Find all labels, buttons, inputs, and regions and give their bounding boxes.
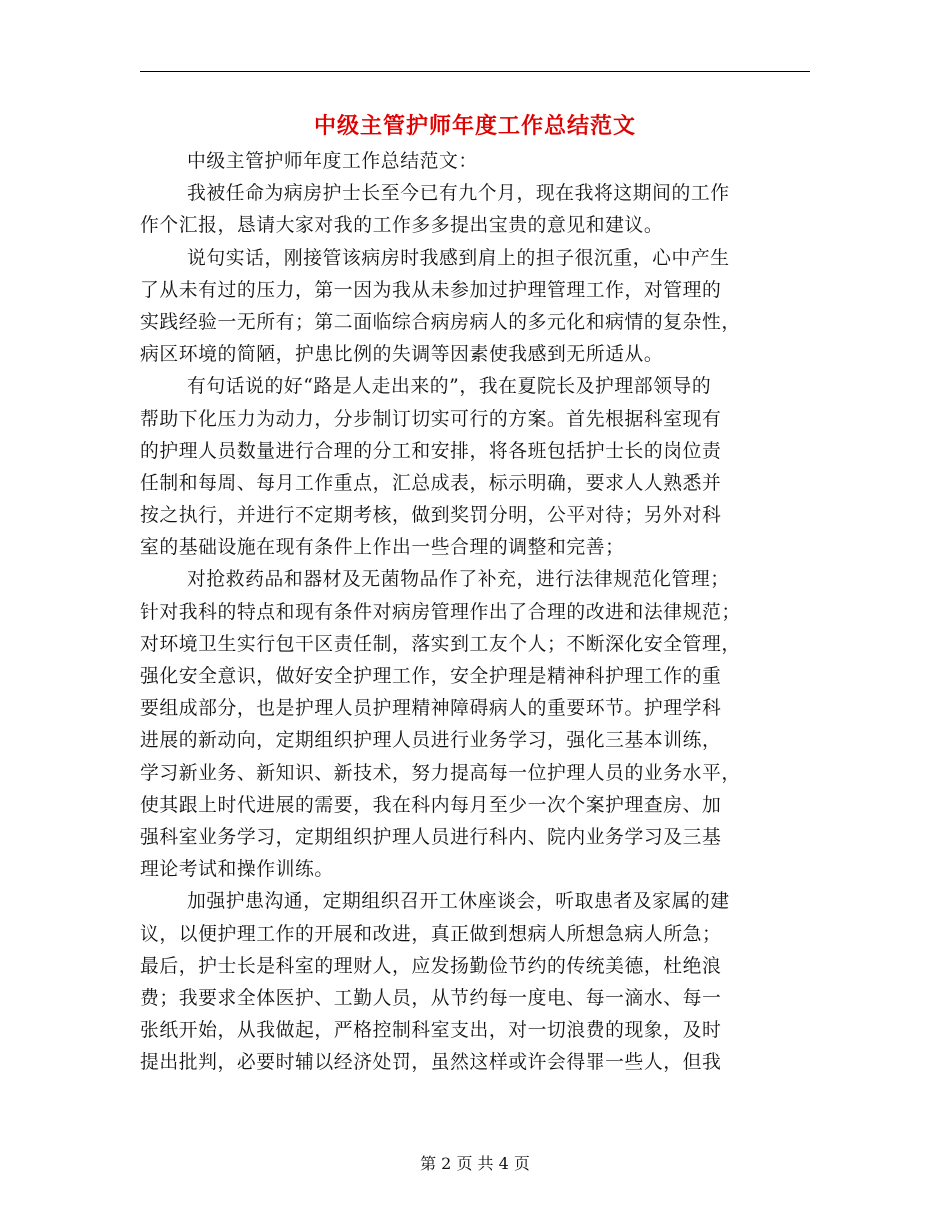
document-title: 中级主管护师年度工作总结范文: [313, 113, 636, 139]
body-line: 中级主管护师年度工作总结范文：: [187, 151, 478, 172]
body-line: 我被任命为病房护士长至今已有九个月，现在我将这期间的工作: [187, 183, 730, 205]
body-line: 加强护患沟通，定期组织召开工休座谈会，听取患者及家属的建: [187, 891, 730, 913]
body-line: 最后，护士长是科室的理财人，应发扬勤俭节约的传统美德，杜绝浪: [140, 955, 722, 977]
body-line: 学习新业务、新知识、新技术，努力提高每一位护理人员的业务水平，: [140, 762, 741, 784]
body-line: 理论考试和操作训练。: [140, 859, 334, 881]
page-number: 第 2 页 共 4 页: [420, 1154, 530, 1173]
body-line: 按之执行，并进行不定期考核，做到奖罚分明，公平对待；另外对科: [140, 505, 722, 527]
body-line: 任制和每周、每月工作重点，汇总成表，标示明确，要求人人熟悉并: [140, 472, 722, 494]
body-line: 作个汇报，恳请大家对我的工作多多提出宝贵的意见和建议。: [140, 215, 664, 237]
document-body: [140, 146, 810, 1079]
body-line: 要组成部分，也是护理人员护理精神障碍病人的重要环节。护理学科: [140, 698, 722, 720]
body-line: 病区环境的简陋，护患比例的失调等因素使我感到无所适从。: [140, 344, 664, 366]
body-line: 议，以便护理工作的开展和改进，真正做到想病人所想急病人所急；: [140, 923, 722, 945]
body-line: 强科室业务学习，定期组织护理人员进行科内、院内业务学习及三基: [140, 826, 722, 848]
body-line: 费；我要求全体医护、工勤人员，从节约每一度电、每一滴水、每一: [140, 987, 722, 1009]
body-line: 说句实话，刚接管该病房时我感到肩上的担子很沉重，心中产生: [187, 247, 730, 269]
body-line: 对环境卫生实行包干区责任制，落实到工友个人；不断深化安全管理，: [140, 633, 741, 655]
body-line: 提出批判，必要时辅以经济处罚，虽然这样或许会得罪一些人，但我: [140, 1052, 722, 1074]
body-line: 实践经验一无所有；第二面临综合病房病人的多元化和病情的复杂性，: [140, 311, 741, 333]
body-line: 室的基础设施在现有条件上作出一些合理的调整和完善；: [140, 537, 625, 559]
body-line: 的护理人员数量进行合理的分工和安排，将各班包括护士长的岗位责: [140, 440, 722, 462]
body-line: 帮助下化压力为动力，分步制订切实可行的方案。首先根据科室现有: [140, 408, 722, 430]
body-line: 有句话说的好“路是人走出来的”，我在夏院长及护理部领导的: [187, 376, 712, 398]
body-line: 使其跟上时代进展的需要，我在科内每月至少一次个案护理查房、加: [140, 794, 722, 816]
body-line: 了从未有过的压力，第一因为我从未参加过护理管理工作，对管理的: [140, 279, 722, 301]
body-line: 对抢救药品和器材及无菌物品作了补充，进行法律规范化管理；: [187, 569, 730, 591]
header-rule: [140, 71, 810, 72]
body-line: 进展的新动向，定期组织护理人员进行业务学习，强化三基本训练，: [140, 730, 722, 752]
body-line: 强化安全意识，做好安全护理工作，安全护理是精神科护理工作的重: [140, 666, 722, 687]
body-line: 针对我科的特点和现有条件对病房管理作出了合理的改进和法律规范；: [140, 601, 741, 623]
body-line: 张纸开始，从我做起，严格控制科室支出，对一切浪费的现象，及时: [140, 1020, 722, 1042]
